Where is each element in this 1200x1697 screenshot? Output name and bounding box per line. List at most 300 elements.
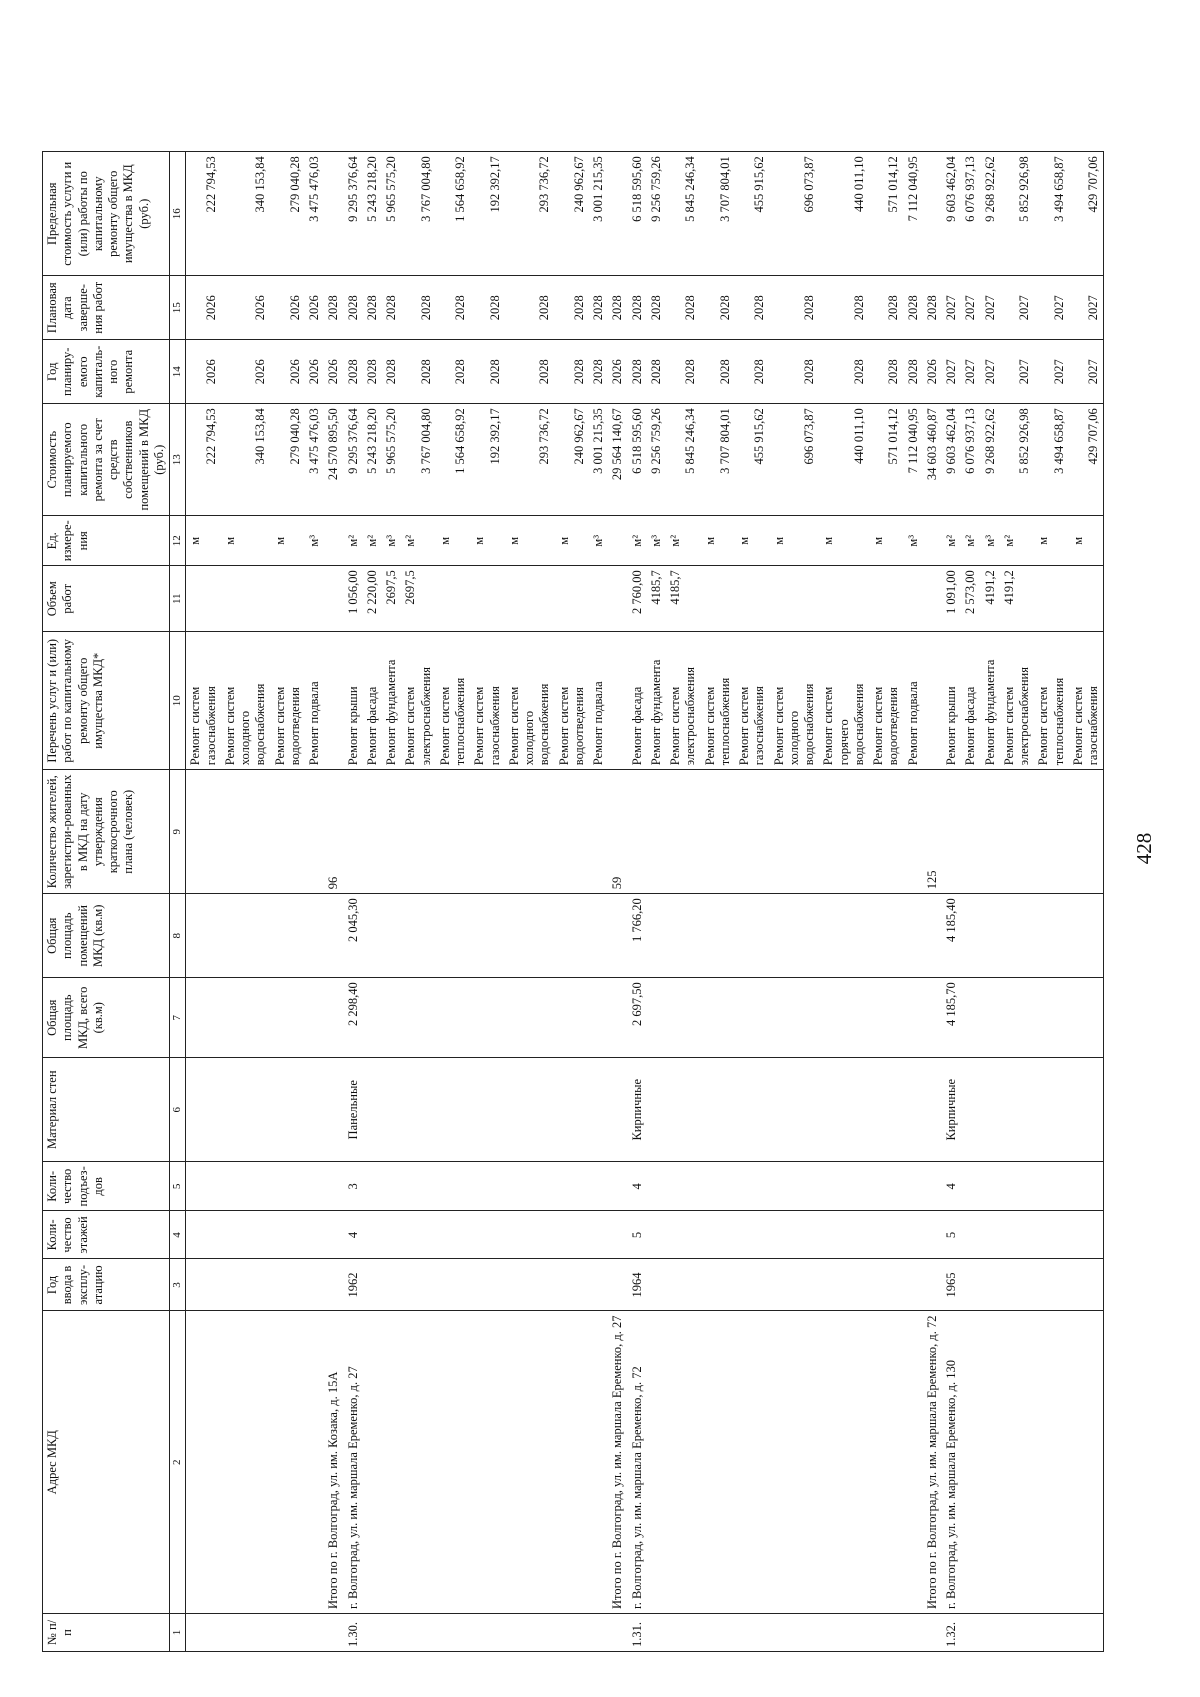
total-people: 125	[923, 770, 942, 894]
work-unit: м	[470, 516, 505, 566]
total-entrances	[923, 1162, 942, 1211]
work-cost: 9 256 759,26	[647, 404, 666, 516]
work-cost: 429 707,06	[1069, 404, 1104, 516]
work-volume: 1 056,00	[344, 566, 363, 632]
work-year: 2028	[401, 340, 436, 404]
work-unit: м	[271, 516, 306, 566]
work-unit: м²	[1000, 516, 1035, 566]
work-name: Ремонт фасада	[961, 632, 980, 770]
work-volume	[436, 566, 471, 632]
cell-empty	[363, 1614, 382, 1652]
work-name: Ремонт систем холодного водоснабжения	[505, 632, 555, 770]
cell-empty	[186, 894, 221, 978]
work-name: Ремонт систем холодного водоснабжения	[770, 632, 820, 770]
work-unit: м³	[382, 516, 401, 566]
total-floors	[324, 1211, 343, 1259]
work-year: 2026	[305, 340, 324, 404]
work-limit-cost: 9 268 922,62	[981, 152, 1000, 276]
entrances: 4	[628, 1162, 647, 1211]
cell-empty	[186, 1259, 221, 1311]
cell-empty	[401, 1211, 436, 1259]
work-limit-cost: 192 392,17	[470, 152, 505, 276]
total-plan-year: 2026	[608, 340, 627, 404]
cell-empty	[666, 1311, 701, 1614]
work-year: 2028	[628, 340, 647, 404]
work-cost: 240 962,67	[555, 404, 590, 516]
work-end-date: 2027	[942, 276, 961, 340]
work-name: Ремонт систем электроснабжения	[1000, 632, 1035, 770]
mkd-address: г. Волгоград, ул. им. маршала Еременко, д. 27	[344, 1311, 363, 1614]
work-name: Ремонт подвала	[589, 632, 608, 770]
total-area-premises	[608, 894, 627, 978]
work-year: 2028	[436, 340, 471, 404]
work-limit-cost: 6 076 937,13	[961, 152, 980, 276]
address-row	[628, 152, 647, 1652]
floors: 5	[942, 1211, 961, 1259]
cell-empty	[961, 1259, 980, 1311]
column-header-9: Количество жителей, зарегистри-рованных в МКД на дату утверждения краткосрочного плана (человек)	[43, 770, 170, 894]
work-year: 2027	[1034, 340, 1069, 404]
work-end-date: 2028	[555, 276, 590, 340]
cell-empty	[961, 1614, 980, 1652]
cell-empty	[981, 1259, 1000, 1311]
cell-empty	[666, 1259, 701, 1311]
work-volume: 2697,5	[382, 566, 401, 632]
work-row	[470, 152, 505, 1652]
cell-empty	[735, 1211, 770, 1259]
work-name: Ремонт систем холодного водоснабжения	[221, 632, 271, 770]
cell-empty	[981, 1058, 1000, 1162]
cell-empty	[981, 1311, 1000, 1614]
address-row	[942, 152, 961, 1652]
total-end-date: 2028	[324, 276, 343, 340]
column-number-2: 2	[170, 1311, 186, 1614]
cell-empty	[1034, 978, 1069, 1058]
cell-empty	[221, 1058, 271, 1162]
cell-empty	[647, 1614, 666, 1652]
work-unit: м³	[305, 516, 324, 566]
work-cost: 571 014,12	[869, 404, 904, 516]
work-end-date: 2027	[1000, 276, 1035, 340]
cell-empty	[271, 1058, 306, 1162]
work-end-date: 2028	[436, 276, 471, 340]
cell-empty	[305, 894, 324, 978]
work-limit-cost: 222 794,53	[186, 152, 221, 276]
cell-empty	[647, 894, 666, 978]
cell-empty	[436, 1058, 471, 1162]
work-name: Ремонт систем теплоснабжения	[436, 632, 471, 770]
work-limit-cost: 240 962,67	[555, 152, 590, 276]
work-volume: 2697,5	[401, 566, 436, 632]
work-limit-cost: 429 707,06	[1069, 152, 1104, 276]
work-cost: 3 707 804,01	[701, 404, 736, 516]
work-cost: 440 011,10	[819, 404, 869, 516]
work-volume: 2 220,00	[363, 566, 382, 632]
total-area	[324, 978, 343, 1058]
cell-empty	[735, 1058, 770, 1162]
work-name: Ремонт систем водоотведения	[555, 632, 590, 770]
work-unit: м	[819, 516, 869, 566]
column-header-12: Ед. измере-ния	[43, 516, 170, 566]
cell-empty	[735, 1162, 770, 1211]
work-row	[305, 152, 324, 1652]
cell-empty	[221, 770, 271, 894]
work-volume	[470, 566, 505, 632]
cell-empty	[869, 1058, 904, 1162]
work-end-date: 2028	[770, 276, 820, 340]
cell-empty	[819, 770, 869, 894]
work-year: 2026	[271, 340, 306, 404]
column-header-7: Общая площадь МКД, всего (кв.м)	[43, 978, 170, 1058]
capital-repair-table	[42, 151, 1104, 1652]
work-volume: 1 091,00	[942, 566, 961, 632]
cell-empty	[221, 1211, 271, 1259]
work-year: 2026	[186, 340, 221, 404]
work-end-date: 2028	[819, 276, 869, 340]
total-cost: 34 603 460,87	[923, 404, 942, 516]
work-unit: м²	[942, 516, 961, 566]
total-material	[324, 1058, 343, 1162]
cell-empty	[555, 978, 590, 1058]
cell-empty	[505, 1259, 555, 1311]
cell-empty	[701, 1162, 736, 1211]
work-year: 2028	[470, 340, 505, 404]
work-volume	[1069, 566, 1104, 632]
work-volume	[701, 566, 736, 632]
cell-empty	[666, 1614, 701, 1652]
cell-empty	[1034, 1162, 1069, 1211]
cell-empty	[701, 770, 736, 894]
cell-empty	[1000, 1311, 1035, 1614]
work-cost: 222 794,53	[186, 404, 221, 516]
work-unit: м³	[647, 516, 666, 566]
cell-empty	[869, 978, 904, 1058]
cell-empty	[923, 516, 942, 566]
row-index: 1.31.	[628, 1614, 647, 1652]
work-end-date: 2027	[981, 276, 1000, 340]
cell-empty	[382, 1614, 401, 1652]
cell-empty	[555, 770, 590, 894]
work-cost: 9 295 376,64	[344, 404, 363, 516]
work-limit-cost: 5 965 575,20	[382, 152, 401, 276]
work-cost: 3 001 215,35	[589, 404, 608, 516]
cell-empty	[923, 566, 942, 632]
table-body	[186, 152, 1104, 1652]
cell-empty	[221, 894, 271, 978]
work-end-date: 2028	[666, 276, 701, 340]
cell-empty	[505, 1311, 555, 1614]
work-row	[666, 152, 701, 1652]
cell-empty	[186, 1162, 221, 1211]
cell-empty	[382, 978, 401, 1058]
column-number-15: 15	[170, 276, 186, 340]
cell-empty	[735, 1311, 770, 1614]
cell-empty	[271, 1259, 306, 1311]
work-end-date: 2028	[505, 276, 555, 340]
work-row	[735, 152, 770, 1652]
work-end-date: 2027	[961, 276, 980, 340]
row-index: 1.30.	[344, 1614, 363, 1652]
cell-empty	[1034, 1259, 1069, 1311]
cell-empty	[1000, 1162, 1035, 1211]
cell-empty	[436, 1614, 471, 1652]
work-name: Ремонт систем газоснабжения	[1069, 632, 1104, 770]
work-end-date: 2027	[1034, 276, 1069, 340]
cell-empty	[608, 1614, 627, 1652]
work-limit-cost: 6 518 595,60	[628, 152, 647, 276]
cell-empty	[735, 1614, 770, 1652]
work-cost: 192 392,17	[470, 404, 505, 516]
work-year: 2028	[505, 340, 555, 404]
cell-empty	[363, 894, 382, 978]
cell-empty	[221, 1162, 271, 1211]
work-volume: 4191,2	[1000, 566, 1035, 632]
cell-empty	[904, 1259, 923, 1311]
work-volume	[271, 566, 306, 632]
cell-empty	[869, 894, 904, 978]
cell-empty	[819, 1614, 869, 1652]
cell-empty	[221, 1259, 271, 1311]
column-header-2: Адрес МКД	[43, 1311, 170, 1614]
total-year	[324, 1259, 343, 1311]
work-volume	[305, 566, 324, 632]
cell-empty	[904, 1162, 923, 1211]
cell-empty	[186, 1058, 221, 1162]
cell-empty	[436, 1311, 471, 1614]
cell-empty	[401, 894, 436, 978]
work-unit: м²	[363, 516, 382, 566]
work-name: Ремонт фундамента	[382, 632, 401, 770]
column-header-11: Объем работ	[43, 566, 170, 632]
cell-empty	[608, 516, 627, 566]
cell-empty	[505, 1614, 555, 1652]
work-unit: м	[505, 516, 555, 566]
column-number-4: 4	[170, 1211, 186, 1259]
work-limit-cost: 9 295 376,64	[344, 152, 363, 276]
work-year: 2028	[666, 340, 701, 404]
total-material	[608, 1058, 627, 1162]
work-end-date: 2026	[305, 276, 324, 340]
floors: 4	[344, 1211, 363, 1259]
cell-empty	[701, 1259, 736, 1311]
cell-empty	[505, 978, 555, 1058]
cell-empty	[961, 1058, 980, 1162]
cell-empty	[701, 1311, 736, 1614]
cell-empty	[305, 1614, 324, 1652]
cell-empty	[904, 978, 923, 1058]
work-limit-cost: 5 845 246,34	[666, 152, 701, 276]
work-unit: м	[1034, 516, 1069, 566]
work-volume	[1034, 566, 1069, 632]
work-row	[701, 152, 736, 1652]
column-number-14: 14	[170, 340, 186, 404]
cell-empty	[589, 1614, 608, 1652]
cell-empty	[305, 1162, 324, 1211]
work-volume: 2 760,00	[628, 566, 647, 632]
cell-empty	[589, 1259, 608, 1311]
work-unit: м	[221, 516, 271, 566]
cell-empty	[505, 1162, 555, 1211]
cell-empty	[505, 770, 555, 894]
cell-empty	[324, 152, 343, 276]
cell-empty	[1069, 1162, 1104, 1211]
work-limit-cost: 279 040,28	[271, 152, 306, 276]
cell-empty	[436, 1211, 471, 1259]
work-cost: 455 915,62	[735, 404, 770, 516]
work-volume	[505, 566, 555, 632]
cell-empty	[904, 894, 923, 978]
work-row	[271, 152, 306, 1652]
cell-empty	[819, 1162, 869, 1211]
cell-empty	[961, 1162, 980, 1211]
work-end-date: 2028	[589, 276, 608, 340]
cell-empty	[470, 1311, 505, 1614]
cell-empty	[555, 1058, 590, 1162]
work-unit: м²	[401, 516, 436, 566]
total-area-premises	[324, 894, 343, 978]
total-end-date: 2028	[608, 276, 627, 340]
work-unit: м	[555, 516, 590, 566]
work-row	[555, 152, 590, 1652]
work-volume: 4185,7	[647, 566, 666, 632]
cell-empty	[401, 1259, 436, 1311]
work-name: Ремонт систем водоотведения	[271, 632, 306, 770]
column-header-16: Предельная стоимость услуги и (или) работы по капитальному ремонту общего имущества в МКД (руб.)	[43, 152, 170, 276]
cell-empty	[1000, 770, 1035, 894]
work-end-date: 2026	[186, 276, 221, 340]
total-plan-year: 2026	[923, 340, 942, 404]
cell-empty	[1069, 1211, 1104, 1259]
cell-empty	[555, 1311, 590, 1614]
work-limit-cost: 571 014,12	[869, 152, 904, 276]
cell-empty	[271, 1614, 306, 1652]
work-limit-cost: 3 494 658,87	[1034, 152, 1069, 276]
cell-empty	[382, 1259, 401, 1311]
cell-empty	[305, 978, 324, 1058]
work-cost: 7 112 040,95	[904, 404, 923, 516]
cell-empty	[363, 978, 382, 1058]
work-unit: м²	[666, 516, 701, 566]
work-unit: м²	[961, 516, 980, 566]
work-year: 2027	[961, 340, 980, 404]
cell-empty	[186, 1211, 221, 1259]
work-row	[1069, 152, 1104, 1652]
total-area: 2 697,50	[628, 978, 647, 1058]
cell-empty	[271, 894, 306, 978]
work-row	[961, 152, 980, 1652]
cell-empty	[904, 1311, 923, 1614]
work-end-date: 2028	[869, 276, 904, 340]
cell-empty	[701, 1058, 736, 1162]
column-number-9: 9	[170, 770, 186, 894]
work-end-date: 2028	[401, 276, 436, 340]
cell-empty	[904, 1211, 923, 1259]
cell-empty	[401, 1614, 436, 1652]
cell-empty	[869, 1259, 904, 1311]
cell-empty	[436, 894, 471, 978]
work-end-date: 2028	[904, 276, 923, 340]
work-year: 2028	[770, 340, 820, 404]
total-area-premises	[923, 894, 942, 978]
cell-empty	[363, 1211, 382, 1259]
work-row	[869, 152, 904, 1652]
work-volume: 4185,7	[666, 566, 701, 632]
cell-empty	[1034, 894, 1069, 978]
work-unit: м²	[344, 516, 363, 566]
cell-empty	[589, 978, 608, 1058]
cell-empty	[470, 1259, 505, 1311]
cell-empty	[436, 1162, 471, 1211]
work-row	[1034, 152, 1069, 1652]
cell-empty	[470, 1614, 505, 1652]
work-row	[770, 152, 820, 1652]
cell-empty	[869, 1614, 904, 1652]
cell-empty	[589, 770, 608, 894]
cell-empty	[1034, 770, 1069, 894]
work-row	[401, 152, 436, 1652]
column-number-11: 11	[170, 566, 186, 632]
total-label: Итого по г. Волгоград, ул. им. маршала Еременко, д. 27	[608, 1311, 627, 1614]
cell-empty	[770, 978, 820, 1058]
work-row	[1000, 152, 1035, 1652]
total-year	[608, 1259, 627, 1311]
cell-empty	[401, 770, 436, 894]
cell-empty	[324, 516, 343, 566]
column-header-6: Материал стен	[43, 1058, 170, 1162]
work-cost: 3 494 658,87	[1034, 404, 1069, 516]
cell-empty	[923, 632, 942, 770]
cell-empty	[647, 770, 666, 894]
cell-empty	[382, 1311, 401, 1614]
mkd-address: г. Волгоград, ул. им. маршала Еременко, д. 130	[942, 1311, 961, 1614]
work-row	[363, 152, 382, 1652]
cell-empty	[666, 1162, 701, 1211]
cell-empty	[363, 770, 382, 894]
column-header-10: Перечень услуг и (или) работ по капитальному ремонту общего имущества МКД*	[43, 632, 170, 770]
cell-empty	[1069, 1259, 1104, 1311]
work-year: 2027	[1069, 340, 1104, 404]
cell-empty	[666, 1058, 701, 1162]
work-cost: 340 153,84	[221, 404, 271, 516]
header-row	[43, 152, 170, 1652]
cell-empty	[666, 770, 701, 894]
work-name: Ремонт фундамента	[981, 632, 1000, 770]
work-cost: 293 736,72	[505, 404, 555, 516]
work-year: 2028	[382, 340, 401, 404]
column-header-4: Коли-чество этажей	[43, 1211, 170, 1259]
work-name: Ремонт крыши	[344, 632, 363, 770]
cell-empty	[555, 1259, 590, 1311]
cell-empty	[701, 894, 736, 978]
work-volume	[186, 566, 221, 632]
work-limit-cost: 9 603 462,04	[942, 152, 961, 276]
work-end-date: 2028	[344, 276, 363, 340]
entrances: 3	[344, 1162, 363, 1211]
cell-empty	[981, 894, 1000, 978]
total-row	[324, 152, 343, 1652]
premises-area: 1 766,20	[628, 894, 647, 978]
work-year: 2028	[363, 340, 382, 404]
cell-empty	[1034, 1211, 1069, 1259]
cell-empty	[647, 1259, 666, 1311]
cell-empty	[923, 1614, 942, 1652]
cell-empty	[701, 1614, 736, 1652]
cell-empty	[981, 1162, 1000, 1211]
cell-empty	[305, 1211, 324, 1259]
work-volume: 4191,2	[981, 566, 1000, 632]
total-area	[923, 978, 942, 1058]
work-year: 2027	[981, 340, 1000, 404]
